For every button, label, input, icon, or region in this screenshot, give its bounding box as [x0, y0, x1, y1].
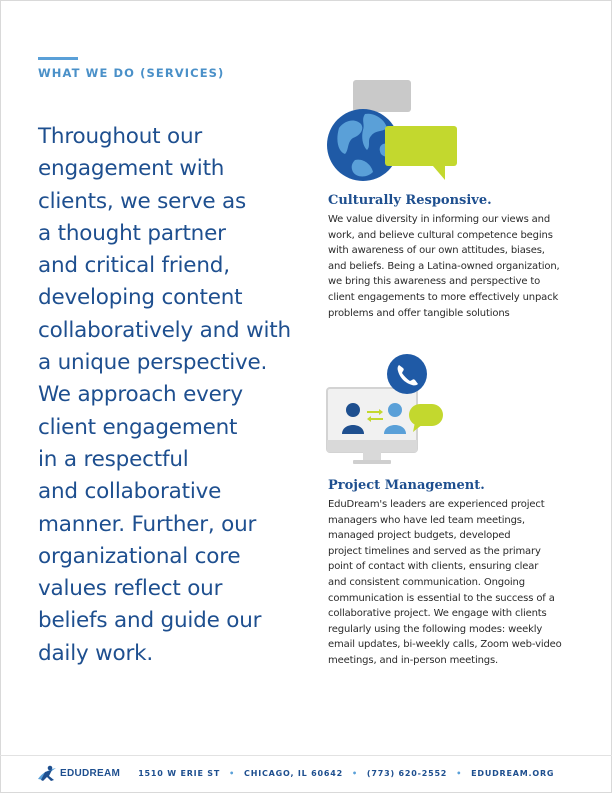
- intro-paragraph: [38, 121, 300, 670]
- body-line: regularly using the following modes: weekly: [328, 623, 543, 635]
- body-line: collaborative project. We engage with clients: [328, 608, 547, 620]
- body-line: client engagements to more effectively unpack: [328, 291, 559, 303]
- intro-line: daily work.: [38, 640, 153, 666]
- body-line: we bring this awareness and perspective to: [328, 276, 541, 288]
- intro-line: clients, we serve as: [38, 188, 246, 214]
- footer-address: 1510 W ERIE ST: [138, 768, 221, 778]
- edudream-logo-icon: [36, 764, 58, 782]
- body-line: EduDream's leaders are experienced project: [328, 499, 545, 510]
- intro-line: a unique perspective.: [38, 350, 268, 376]
- footer-website-link[interactable]: EDUDREAM.ORG: [471, 768, 555, 778]
- footer-separator: •: [351, 768, 358, 778]
- body-line: managers who have led team meetings,: [328, 514, 525, 526]
- body-line: project timelines and served as the primary: [328, 545, 541, 557]
- intro-line: We approach every: [38, 382, 243, 408]
- footer-rule: [0, 755, 612, 756]
- intro-line: values reflect our: [38, 576, 223, 602]
- intro-line: in a respectful: [38, 446, 189, 472]
- footer-city: CHICAGO, IL 60642: [244, 768, 343, 778]
- footer-phone[interactable]: (773) 620-2552: [366, 768, 448, 778]
- culturally-responsive-body: [328, 212, 578, 321]
- body-line: point of contact with clients, ensuring clear: [328, 561, 539, 573]
- body-line: We value diversity in informing our views and: [328, 214, 551, 225]
- project-management-title: Project Management.: [328, 478, 485, 493]
- intro-line: developing content: [38, 285, 243, 311]
- body-line: communication is essential to the success of a: [328, 592, 555, 604]
- footer-separator: •: [456, 768, 463, 778]
- body-line: and beliefs. Being a Latina-owned organization,: [328, 260, 560, 272]
- body-line: and consistent communication. Ongoing: [328, 576, 525, 588]
- intro-line: manner. Further, our: [38, 511, 257, 537]
- intro-line: and critical friend,: [38, 253, 230, 279]
- body-line: with awareness of our own attitudes, biases,: [328, 245, 545, 257]
- body-line: managed project budgets, developed: [328, 530, 511, 542]
- intro-line: and collaborative: [38, 479, 222, 505]
- edudream-logo: [36, 764, 120, 782]
- intro-line: engagement with: [38, 156, 225, 182]
- intro-line: Throughout our: [38, 124, 203, 149]
- body-line: meetings, and in-person meetings.: [328, 654, 499, 666]
- body-line: email updates, bi-weekly calls, Zoom web-video: [328, 639, 562, 651]
- body-line: problems and offer tangible solutions: [328, 307, 510, 319]
- project-management-body: [328, 497, 578, 669]
- video-call-monitor-icon: [325, 352, 445, 467]
- intro-line: beliefs and guide our: [38, 608, 262, 634]
- body-line: work, and believe cultural competence begins: [328, 229, 553, 241]
- section-label: WHAT WE DO (SERVICES): [38, 66, 225, 80]
- intro-line: a thought partner: [38, 220, 226, 246]
- intro-line: organizational core: [38, 543, 241, 569]
- intro-line: collaboratively and with: [38, 317, 291, 343]
- culturally-responsive-title: Culturally Responsive.: [328, 193, 492, 208]
- footer: [36, 763, 554, 783]
- logo-text: EDUDREAM: [60, 767, 121, 779]
- footer-separator: •: [229, 768, 236, 778]
- intro-line: client engagement: [38, 414, 238, 440]
- globe-speech-bubbles-icon: [325, 80, 465, 185]
- section-rule: [38, 57, 78, 60]
